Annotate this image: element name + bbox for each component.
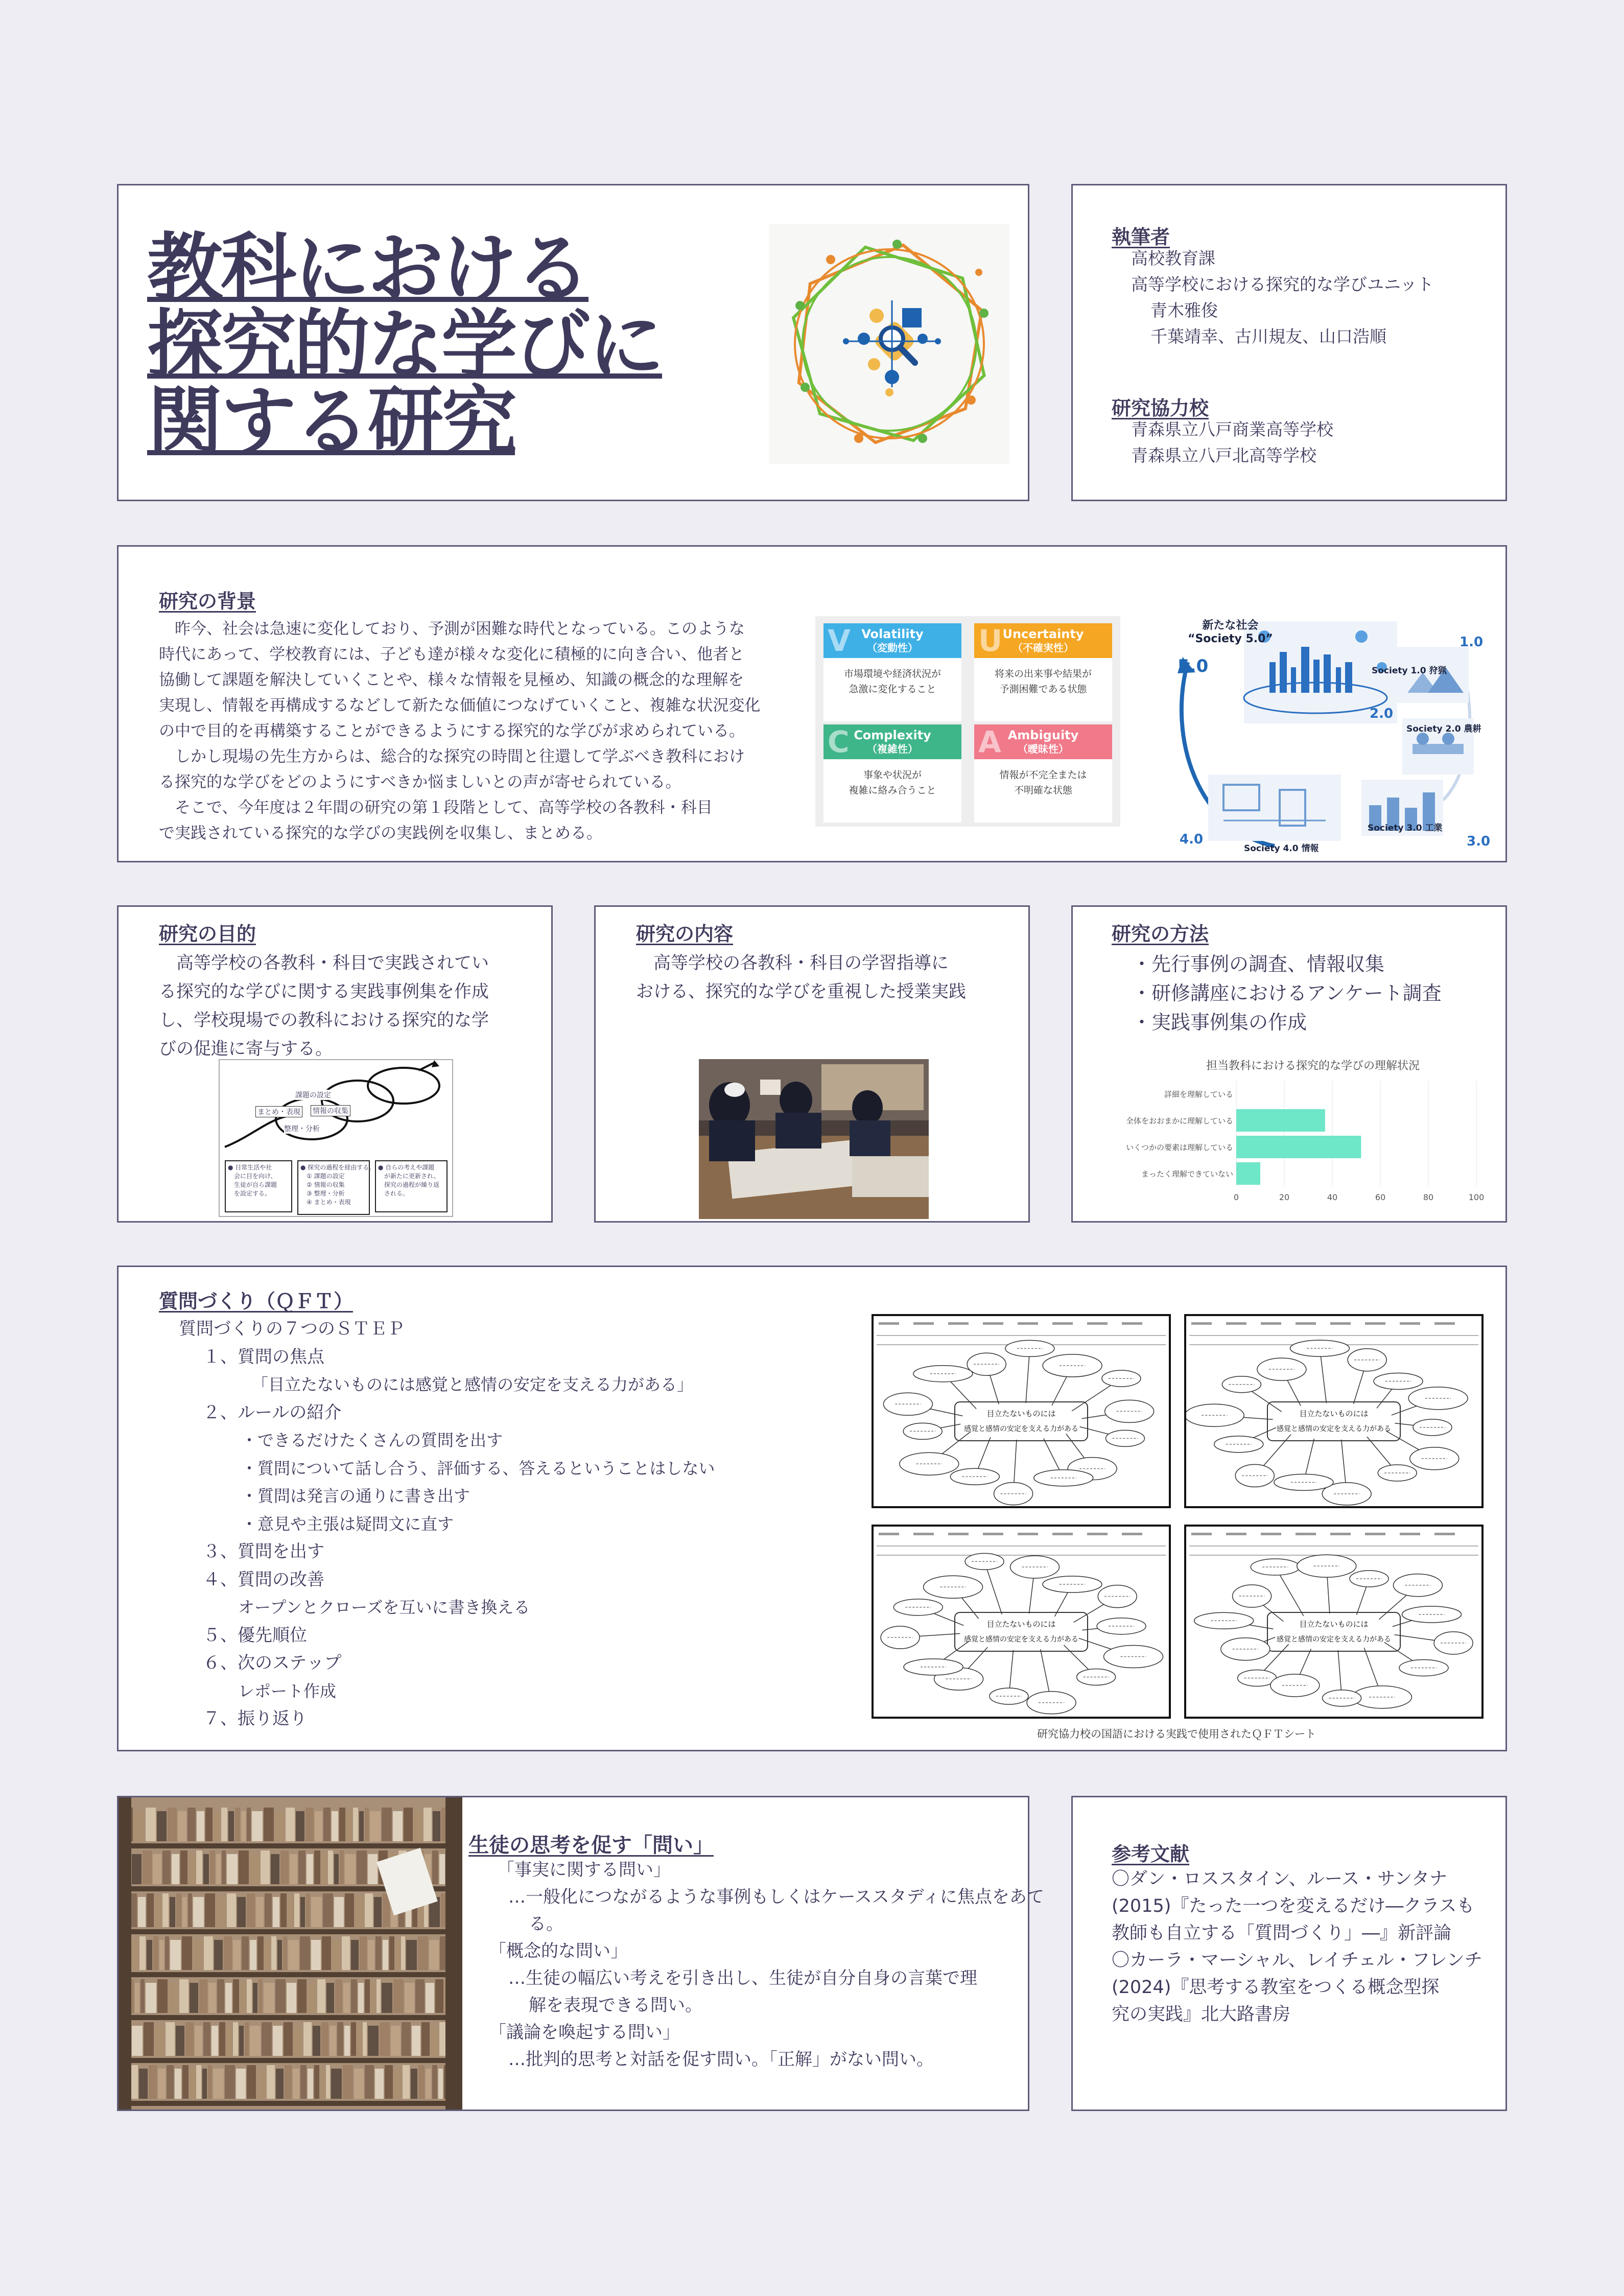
text-line: 高等学校の各教科・科目で実践されてい <box>159 953 489 973</box>
vuca-letter: A <box>978 724 1001 759</box>
question-line: …批判的思考と対話を促す問い。「正解」がない問い。 <box>508 2049 934 2070</box>
qft-step-line: ４、質問の改善 <box>203 1569 324 1590</box>
box-line: が新たに更新され、 <box>378 1173 440 1180</box>
inquiry-spiral-diagram <box>219 1059 453 1217</box>
questions-panel <box>117 1796 1044 2111</box>
chart-tick-label: 60 <box>1375 1192 1386 1202</box>
vuca-desc-line: 予測困難である状態 <box>999 684 1087 695</box>
qft-step-line: ５、優先順位 <box>203 1625 307 1646</box>
logo <box>769 224 1009 464</box>
purpose-panel <box>117 905 553 1223</box>
method-item: ・先行事例の調査、情報収集 <box>1132 953 1385 975</box>
purpose-heading: 研究の目的 <box>159 923 256 945</box>
text-line: で実践されている探究的な学びの実践例を収集し、まとめる。 <box>159 824 602 842</box>
qft-step-line: ２、ルールの紹介 <box>203 1402 342 1423</box>
understanding-chart <box>1098 1055 1497 1219</box>
qft-step-line: １、質問の焦点 <box>203 1346 324 1367</box>
vuca-complexity <box>823 724 961 823</box>
text-line: 実現し、情報を再構成するなどして新たな価値につなげていくこと、複雑な状況変化 <box>159 696 761 715</box>
chart-category-label: 全体をおおまかに理解している <box>1125 1116 1233 1126</box>
vuca-desc-line: 将来の出来事や結果が <box>994 668 1092 680</box>
vuca-volatility <box>823 623 961 721</box>
question-line: …一般化につながるような事例もしくはケーススタディに焦点をあて <box>508 1887 1044 1907</box>
text-line: し、学校現場での教科における探究的な学 <box>159 1010 489 1030</box>
vuca-graphic <box>815 616 1120 827</box>
society-title-line2: “Society 5.0” <box>1188 632 1273 645</box>
text-line: そこで、今年度は２年間の研究の第１段階として、高等学校の各教科・科目 <box>159 799 713 817</box>
background-text <box>159 616 760 846</box>
bookshelf-photo <box>119 1797 462 2110</box>
qft-step-line: レポート作成 <box>238 1681 337 1701</box>
vuca-jp: （曖昧性） <box>1018 743 1069 755</box>
vuca-desc <box>823 759 961 798</box>
diagram-box-2 <box>297 1160 375 1215</box>
box-line: される。 <box>378 1190 409 1197</box>
box-line: を設定する。 <box>228 1190 271 1197</box>
box-line: 探究の過程が繰り返 <box>378 1181 440 1188</box>
society-graphic <box>1167 616 1491 856</box>
vuca-desc-line: 複雑に絡み合うこと <box>849 785 936 796</box>
box-line: ● 探究の過程を経由する。 <box>300 1164 375 1171</box>
qft-step-line: ６、次のステップ <box>203 1653 342 1673</box>
method-item: ・実践事例集の作成 <box>1132 1011 1307 1034</box>
qft-worksheet <box>872 1314 1171 1508</box>
society-1-caption: Society 1.0 狩猟 <box>1372 666 1447 676</box>
title-line-2: 探究的な学びに <box>147 301 662 389</box>
society-5-label: 5.0 <box>1178 656 1209 676</box>
question-line: …生徒の幅広い考えを引き出し、生徒が自分自身の言葉で理 <box>508 1968 977 1988</box>
qft-step-line: ・質問について話し合う、評価する、答えるということはしない <box>241 1458 715 1478</box>
question-line: 「議論を喚起する問い」 <box>489 2022 680 2043</box>
content-panel <box>594 905 1030 1223</box>
vuca-letter: U <box>978 623 1003 658</box>
society-title-line1: 新たな社会 <box>1202 619 1259 632</box>
method-heading: 研究の方法 <box>1112 923 1209 945</box>
title-panel <box>117 184 1029 501</box>
spiral-label: 情報の収集 <box>311 1105 350 1116</box>
vuca-uncertainty <box>974 623 1112 721</box>
vuca-header <box>823 724 961 759</box>
coop-list <box>1112 416 1333 468</box>
society-4-label: 4.0 <box>1180 832 1204 847</box>
qft-heading: 質問づくり（ＱＦＴ） <box>159 1290 354 1313</box>
chart-tick-label: 100 <box>1468 1192 1485 1202</box>
qft-step-line: ７、振り返り <box>203 1708 307 1729</box>
vuca-jp: （変動性） <box>867 642 918 654</box>
box-line: ● 自らの考えや課題 <box>378 1164 435 1171</box>
title-line-1: 教科における <box>147 225 589 313</box>
chart-tick-label: 20 <box>1279 1192 1290 1202</box>
coop-heading: 研究協力校 <box>1112 397 1209 419</box>
vuca-desc <box>823 658 961 697</box>
vuca-letter: C <box>828 724 850 759</box>
vuca-jp: （不確実性） <box>1013 642 1074 654</box>
ref-line: 究の実践』北大路書房 <box>1112 2004 1291 2025</box>
authors-heading: 執筆者 <box>1112 226 1170 248</box>
box-line: 生徒が自ら課題 <box>228 1181 277 1188</box>
classroom-photo <box>699 1059 929 1219</box>
text-line: る探究的な学びに関する実践事例集を作成 <box>159 981 489 1002</box>
box-line: ④ まとめ・表現 <box>300 1199 351 1206</box>
vuca-desc-line: 不明確な状態 <box>1014 785 1072 796</box>
spiral-label: まとめ・表現 <box>255 1106 302 1117</box>
chart-title: 担当教科における探究的な学びの理解状況 <box>1206 1060 1420 1072</box>
author-line: 高校教育課 <box>1131 248 1215 268</box>
worksheet-center-line1: 目立たないものには <box>986 1620 1056 1629</box>
box-line: ① 課題の設定 <box>300 1173 345 1180</box>
authors-list <box>1112 245 1434 349</box>
content-text <box>636 949 966 1006</box>
chart-tick-label: 40 <box>1327 1192 1338 1202</box>
qft-worksheet <box>1184 1525 1484 1719</box>
chart-category-label: まったく理解できていない <box>1141 1169 1233 1179</box>
title-line-3: 関する研究 <box>147 378 515 466</box>
vuca-header <box>823 623 961 658</box>
method-item: ・研修講座におけるアンケート調査 <box>1132 982 1442 1004</box>
worksheet-center-line1: 目立たないものには <box>1299 1620 1369 1629</box>
qft-step-line: ・質問は発言の通りに書き出す <box>241 1486 470 1506</box>
qft-sheets <box>872 1314 1477 1723</box>
text-line: しかし現場の先生方からは、総合的な探究の時間と往還して学ぶべき教科におけ <box>159 747 745 766</box>
text-line: 昨今、社会は急速に変化しており、予測が困難な時代となっている。このような <box>159 620 745 638</box>
worksheet-center-line1: 目立たないものには <box>1299 1409 1369 1418</box>
worksheet-center-line2: 感覚と感情の安定を支える力がある <box>1277 1425 1391 1433</box>
spiral-label: 課題の設定 <box>295 1090 331 1100</box>
text-line: る探究的な学びをどのようにすべきか悩ましいとの声が寄せられている。 <box>159 773 681 791</box>
ref-line: (2015)『たった一つを変えるだけ―クラスも <box>1112 1896 1475 1916</box>
diagram-box-1 <box>225 1160 292 1212</box>
diagram-box-3 <box>375 1160 448 1212</box>
question-line: る。 <box>529 1914 563 1934</box>
background-heading: 研究の背景 <box>159 590 256 613</box>
author-line: 高等学校における探究的な学びユニット <box>1131 274 1434 294</box>
worksheet-center-line2: 感覚と感情の安定を支える力がある <box>1277 1635 1391 1644</box>
authors-panel <box>1071 184 1507 501</box>
qft-worksheet <box>1184 1314 1484 1508</box>
text-line: 協働して課題を解決していくことや、様々な情報を見極め、知識の概念的な理解を <box>159 671 744 689</box>
method-panel <box>1071 905 1507 1223</box>
vuca-desc-line: 市場環境や経済状況が <box>843 668 941 680</box>
vuca-desc <box>974 658 1112 697</box>
question-line: 「概念的な問い」 <box>489 1941 628 1961</box>
chart-bar <box>1236 1136 1361 1158</box>
content-heading: 研究の内容 <box>636 923 734 945</box>
qft-step-line: ３、質問を出す <box>203 1541 324 1562</box>
qft-step-line: 質問づくりの７つのＳＴＥＰ <box>179 1319 405 1339</box>
society-2-caption: Society 2.0 農耕 <box>1406 724 1481 734</box>
author-line: 青木雅俊 <box>1150 300 1218 320</box>
vuca-desc <box>974 759 1112 798</box>
refs-text <box>1112 1866 1482 2028</box>
qft-caption: 研究協力校の国語における実践で使用されたＱＦＴシート <box>1037 1728 1316 1740</box>
page-title <box>147 225 662 466</box>
question-line: 「事実に関する問い」 <box>497 1860 671 1880</box>
questions-heading: 生徒の思考を促す「問い」 <box>468 1834 714 1857</box>
chart-tick-label: 80 <box>1423 1192 1434 1202</box>
worksheet-center-line2: 感覚と感情の安定を支える力がある <box>964 1425 1078 1433</box>
qft-step-line: ・できるだけたくさんの質問を出す <box>241 1431 503 1450</box>
ref-line: 〇ダン・ロススタイン、ルース・サンタナ <box>1112 1869 1447 1889</box>
box-line: ③ 整理・分析 <box>300 1190 345 1197</box>
spiral-label: 整理・分析 <box>284 1123 320 1134</box>
qft-step-line: オープンとクローズを互いに書き換える <box>238 1598 530 1617</box>
worksheet-center-line1: 目立たないものには <box>986 1409 1056 1418</box>
worksheet-center-line2: 感覚と感情の安定を支える力がある <box>964 1635 1078 1644</box>
vuca-jp: （複雑性） <box>867 743 918 755</box>
society-4-caption: Society 4.0 情報 <box>1244 844 1319 854</box>
text-line: の中で目的を再構築することができるようにする探究的な学びが求められている。 <box>159 722 745 740</box>
vuca-header <box>974 724 1112 759</box>
vuca-ambiguity <box>974 724 1112 823</box>
ref-line: 〇カーラ・マーシャル、レイチェル・フレンチ <box>1112 1950 1482 1971</box>
purpose-text <box>159 949 489 1063</box>
ref-line: (2024)『思考する教室をつくる概念型探 <box>1112 1977 1440 1998</box>
coop-school: 青森県立八戸北高等学校 <box>1131 446 1316 465</box>
vuca-letter: V <box>828 623 851 658</box>
society-1-label: 1.0 <box>1460 635 1484 650</box>
vuca-en: Ambiguity <box>1007 728 1079 742</box>
box-line: 会に目を向け、 <box>228 1173 277 1180</box>
qft-worksheet <box>872 1525 1171 1719</box>
vuca-en: Volatility <box>861 627 924 641</box>
chart-category-label: いくつかの要素は理解している <box>1125 1143 1233 1152</box>
chart-bar <box>1236 1109 1325 1132</box>
box-line: ● 日常生活や社 <box>228 1164 272 1171</box>
background-panel <box>117 545 1507 862</box>
vuca-desc-line: 事象や状況が <box>863 769 922 781</box>
chart-tick-label: 0 <box>1233 1192 1239 1202</box>
text-line: おける、探究的な学びを重視した授業実践 <box>636 981 966 1002</box>
vuca-en: Uncertainty <box>1002 627 1084 641</box>
vuca-desc-line: 急激に変化すること <box>849 684 936 695</box>
references-panel <box>1071 1796 1507 2111</box>
text-line: びの促進に寄与する。 <box>159 1039 333 1059</box>
method-list <box>1132 950 1442 1037</box>
chart-bar <box>1236 1162 1260 1185</box>
society-3-caption: Society 3.0 工業 <box>1368 823 1443 833</box>
question-line: 解を表現できる問い。 <box>529 1995 702 2016</box>
vuca-desc-line: 情報が不完全または <box>999 769 1087 781</box>
vuca-en: Complexity <box>854 728 931 742</box>
vuca-header <box>974 623 1112 658</box>
society-2-label: 2.0 <box>1370 706 1394 721</box>
society-title <box>1188 619 1273 646</box>
text-line: 高等学校の各教科・科目の学習指導に <box>636 953 949 973</box>
qft-step-line: ・意見や主張は疑問文に直す <box>241 1514 454 1534</box>
qft-step-line: 「目立たないものには感覚と感情の安定を支える力がある」 <box>252 1375 694 1394</box>
refs-heading: 参考文献 <box>1112 1843 1190 1865</box>
society-3-label: 3.0 <box>1467 834 1491 849</box>
box-line: ② 情報の収集 <box>300 1181 345 1188</box>
chart-category-label: 詳細を理解している <box>1164 1090 1233 1099</box>
coop-school: 青森県立八戸商業高等学校 <box>1131 419 1333 439</box>
qft-panel <box>117 1266 1507 1751</box>
text-line: 時代にあって、学校教育には、子ども達が様々な変化に積極的に向き合い、他者と <box>159 645 745 664</box>
author-line: 千葉靖幸、古川規友、山口浩順 <box>1150 326 1386 346</box>
ref-line: 教師も自立する「質問づくり」―』新評論 <box>1112 1923 1452 1943</box>
